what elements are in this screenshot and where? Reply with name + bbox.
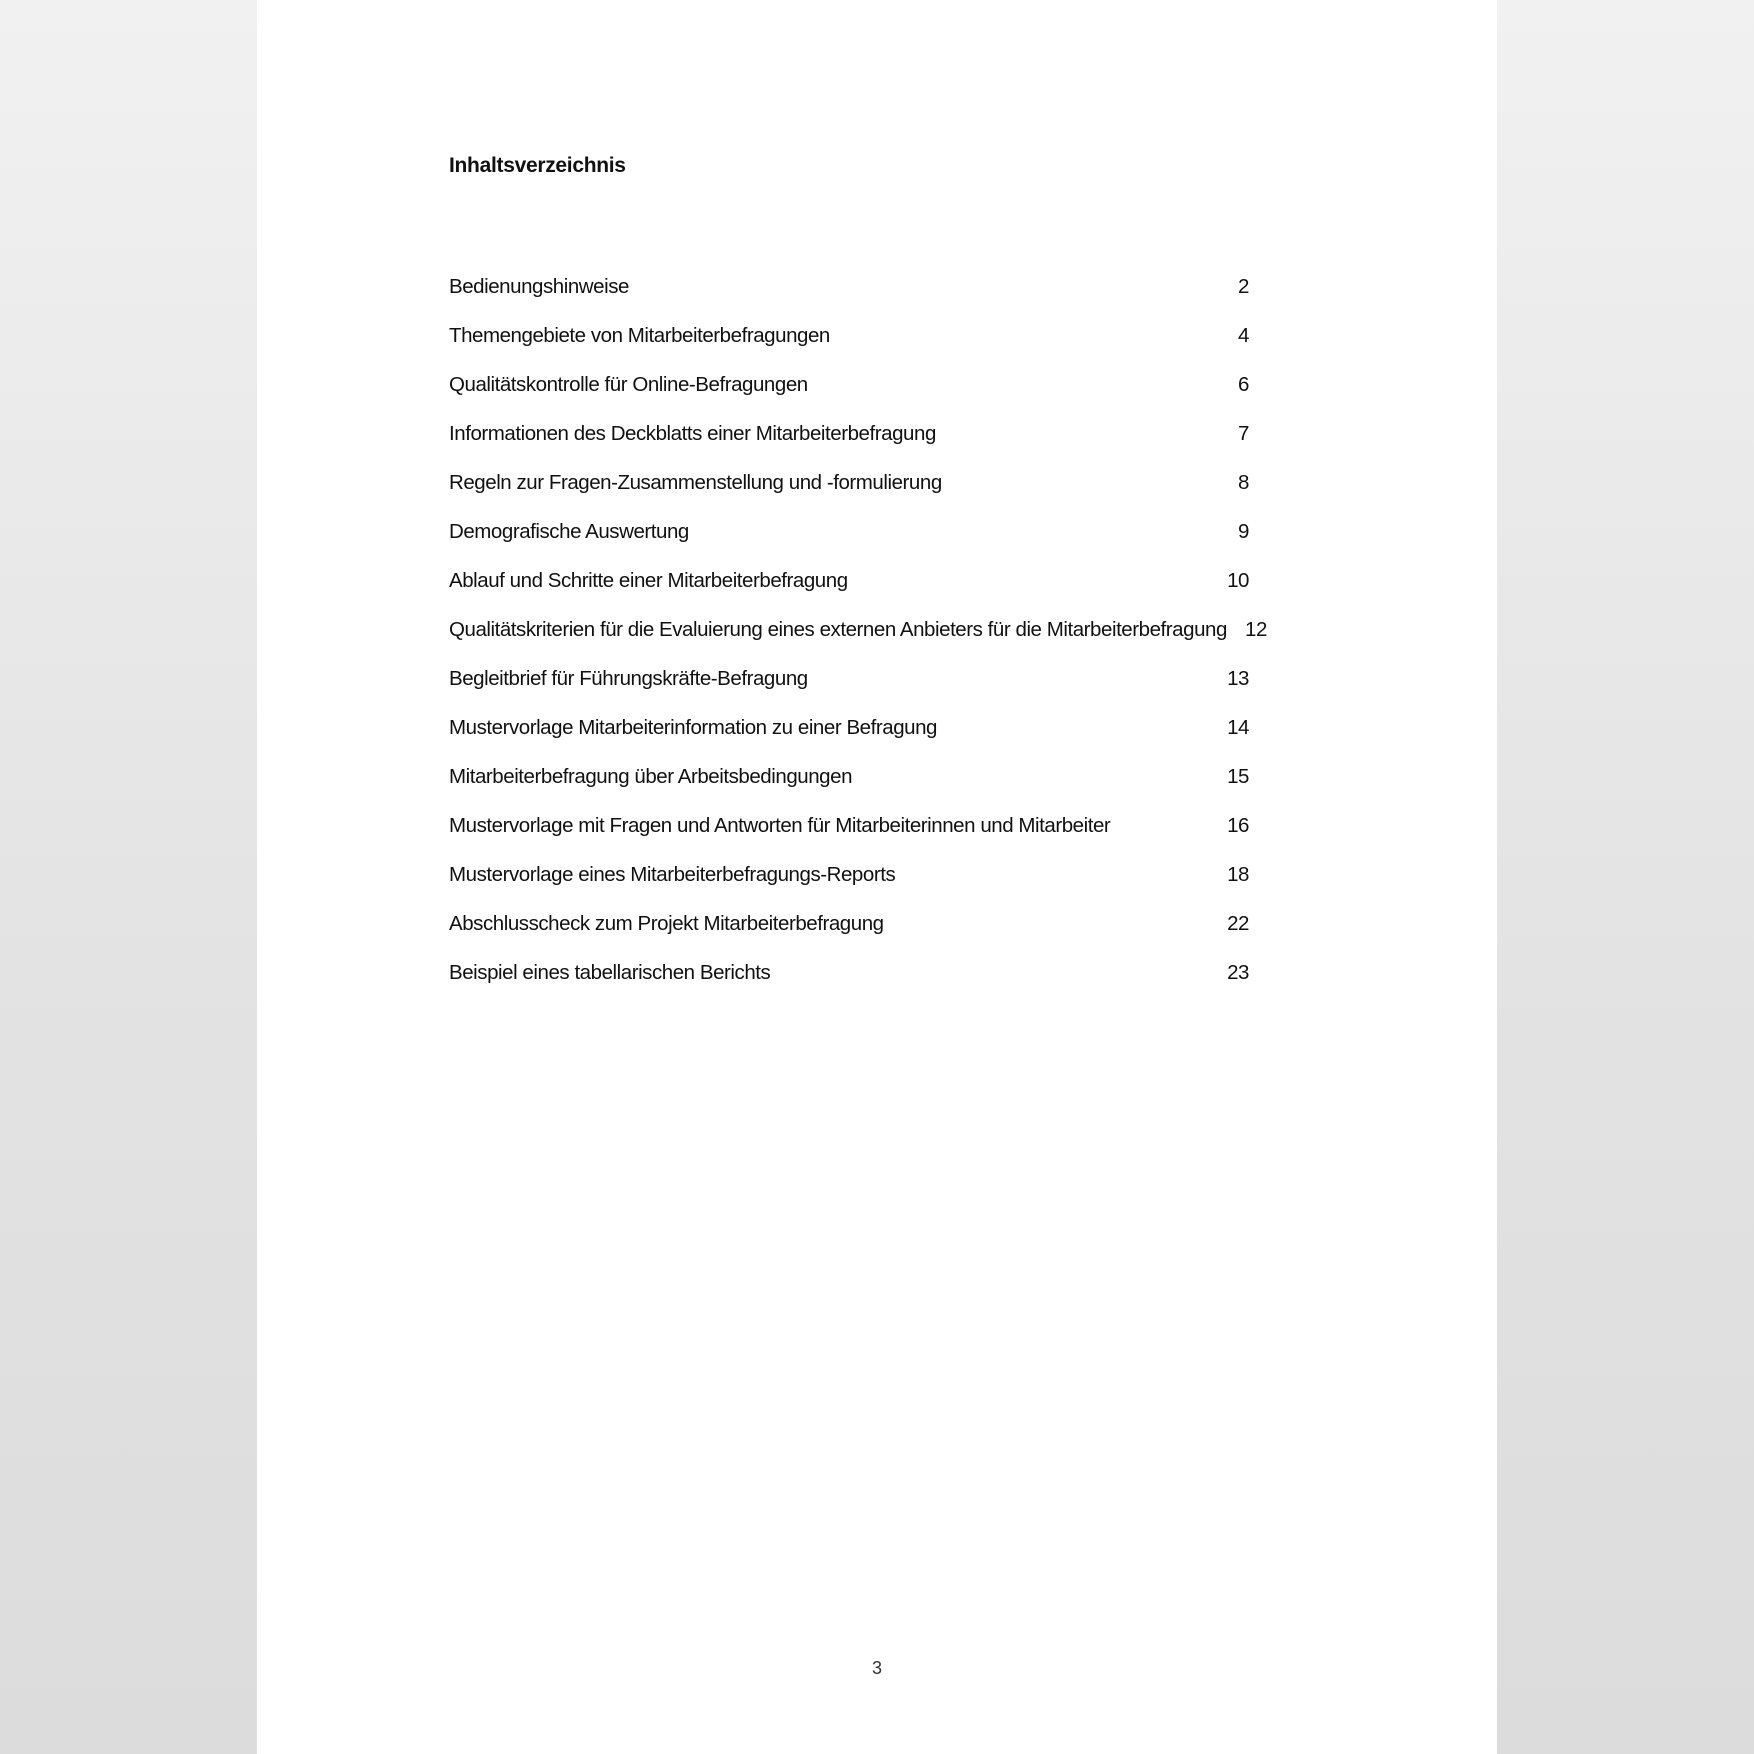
toc-entry-page-number: 18 — [1227, 863, 1249, 886]
toc-entry-title: Mustervorlage mit Fragen und Antworten für Mitarbeiterinnen und Mitarbeiter — [449, 814, 1111, 837]
toc-entry[interactable] — [449, 958, 1249, 1007]
table-of-contents — [449, 272, 1267, 1007]
toc-entry-page-number: 16 — [1227, 814, 1249, 837]
toc-entry-title: Begleitbrief für Führungskräfte-Befragung — [449, 667, 808, 690]
toc-entry-title: Informationen des Deckblatts einer Mitarbeiterbefragung — [449, 422, 936, 445]
toc-entry-page-number: 14 — [1227, 716, 1249, 739]
toc-entry-title: Abschlusscheck zum Projekt Mitarbeiterbefragung — [449, 912, 884, 935]
page-title: Inhaltsverzeichnis — [449, 154, 626, 177]
toc-entry-page-number: 8 — [1238, 471, 1249, 494]
toc-entry-title: Qualitätskontrolle für Online-Befragungen — [449, 373, 808, 396]
toc-entry[interactable] — [449, 860, 1249, 909]
toc-entry-page-number: 10 — [1227, 569, 1249, 592]
toc-entry[interactable] — [449, 321, 1249, 370]
toc-entry-title: Beispiel eines tabellarischen Berichts — [449, 961, 771, 984]
toc-entry[interactable] — [449, 762, 1249, 811]
toc-entry-page-number: 22 — [1227, 912, 1249, 935]
toc-entry-title: Qualitätskriterien für die Evaluierung eines externen Anbieters für die Mitarbeiterbefragung — [449, 618, 1227, 641]
page-number: 3 — [871, 1658, 882, 1678]
toc-entry-page-number: 15 — [1227, 765, 1249, 788]
toc-entry-title: Themengebiete von Mitarbeiterbefragungen — [449, 324, 830, 347]
document-page — [257, 0, 1497, 1754]
toc-entry-title: Bedienungshinweise — [449, 275, 629, 298]
toc-entry[interactable] — [449, 664, 1249, 713]
toc-entry[interactable] — [449, 566, 1249, 615]
toc-entry[interactable] — [449, 272, 1249, 321]
toc-entry[interactable] — [449, 419, 1249, 468]
toc-entry[interactable] — [449, 713, 1249, 762]
toc-entry-page-number: 12 — [1245, 618, 1267, 641]
toc-entry[interactable] — [449, 370, 1249, 419]
toc-entry-page-number: 4 — [1238, 324, 1249, 347]
toc-entry-page-number: 13 — [1227, 667, 1249, 690]
toc-entry-title: Mitarbeiterbefragung über Arbeitsbedingungen — [449, 765, 853, 788]
toc-entry-page-number: 6 — [1238, 373, 1249, 396]
toc-entry-page-number: 23 — [1227, 961, 1249, 984]
toc-entry-title: Regeln zur Fragen-Zusammenstellung und -formulierung — [449, 471, 942, 494]
toc-entry-title: Demografische Auswertung — [449, 520, 689, 543]
toc-entry[interactable] — [449, 517, 1249, 566]
toc-entry[interactable] — [449, 811, 1249, 860]
toc-entry[interactable] — [449, 468, 1249, 517]
toc-entry-page-number: 7 — [1238, 422, 1249, 445]
toc-entry-page-number: 2 — [1238, 275, 1249, 298]
toc-entry[interactable] — [449, 615, 1267, 664]
toc-entry-title: Mustervorlage Mitarbeiterinformation zu einer Befragung — [449, 716, 938, 739]
toc-entry-title: Mustervorlage eines Mitarbeiterbefragungs-Reports — [449, 863, 896, 886]
toc-entry[interactable] — [449, 909, 1249, 958]
toc-entry-page-number: 9 — [1238, 520, 1249, 543]
toc-entry-title: Ablauf und Schritte einer Mitarbeiterbefragung — [449, 569, 848, 592]
